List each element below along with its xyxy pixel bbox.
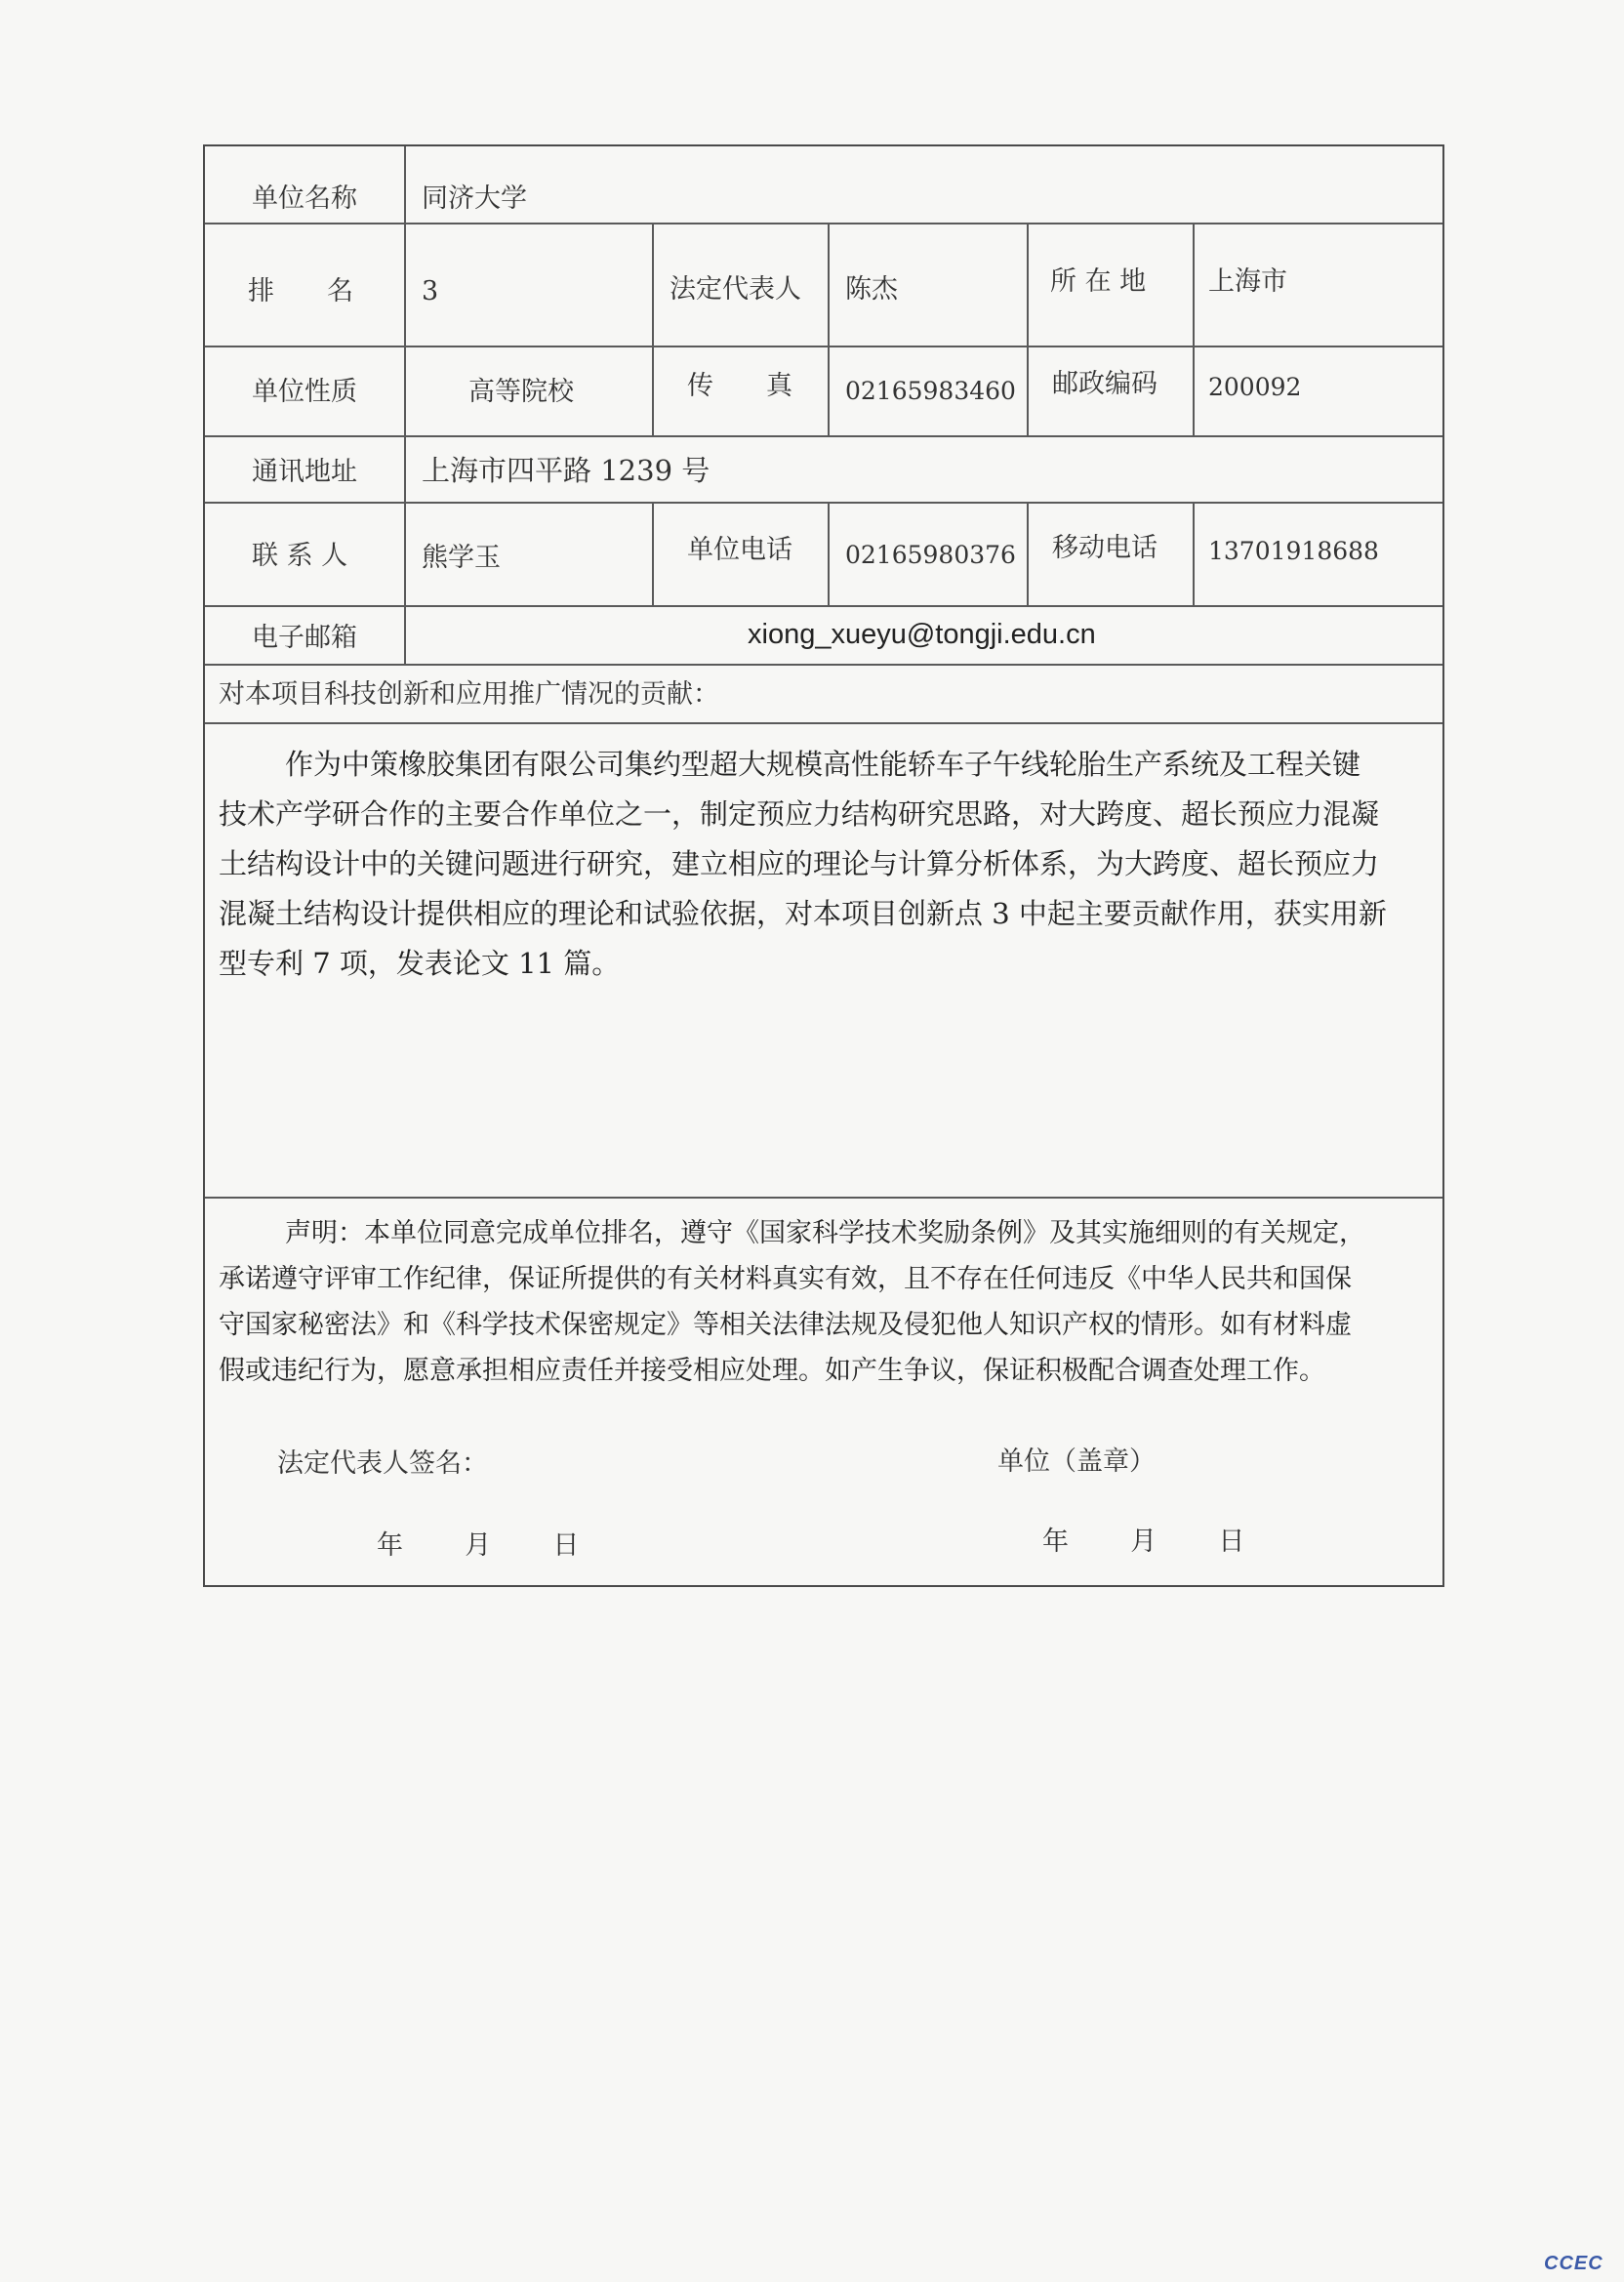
col-divider — [1193, 223, 1195, 435]
email-value: xiong_xueyu@tongji.edu.cn — [748, 619, 1096, 650]
year-label: 年 — [377, 1530, 403, 1561]
row-divider — [205, 346, 1442, 347]
statement-text — [219, 1210, 1429, 1394]
statement-line: 声明：本单位同意完成单位排名，遵守《国家科学技术奖励条例》及其实施细则的有关规定， — [285, 1218, 1365, 1248]
unit-phone-value: 02165980376 — [845, 541, 1016, 569]
month-label: 月 — [465, 1530, 492, 1561]
unit-name-label: 单位名称 — [252, 183, 357, 214]
rank-value: 3 — [422, 276, 439, 306]
month-label: 月 — [1130, 1527, 1157, 1557]
location-value: 上海市 — [1208, 266, 1287, 297]
contribution-line: 型专利 7 项，发表论文 11 篇。 — [219, 947, 621, 980]
mobile-label: 移动电话 — [1052, 533, 1157, 563]
nature-label: 单位性质 — [252, 377, 357, 407]
rank-label: 排 名 — [248, 276, 353, 306]
unit-phone-label: 单位电话 — [687, 535, 792, 565]
row-divider — [205, 605, 1442, 607]
row-divider — [205, 435, 1442, 437]
day-label: 日 — [552, 1530, 580, 1561]
year-label: 年 — [1042, 1527, 1069, 1557]
location-label: 所 在 地 — [1050, 266, 1147, 297]
fax-label: 传 真 — [687, 371, 792, 401]
contact-label: 联 系 人 — [252, 541, 348, 571]
unit-info-form — [203, 144, 1444, 1587]
day-label: 日 — [1218, 1527, 1245, 1557]
legal-rep-value: 陈杰 — [845, 274, 898, 305]
legal-rep-signature-label: 法定代表人签名： — [277, 1448, 488, 1479]
contribution-line: 作为中策橡胶集团有限公司集约型超大规模高性能轿车子午线轮胎生产系统及工程关键 — [285, 748, 1361, 781]
col-divider — [1027, 502, 1029, 605]
contribution-text — [219, 740, 1429, 989]
col-divider — [1027, 223, 1029, 435]
col-divider — [404, 146, 406, 664]
email-label: 电子邮箱 — [252, 623, 357, 653]
row-divider — [205, 223, 1442, 224]
statement-line: 守国家秘密法》和《科学技术保密规定》等相关法律法规及侵犯他人知识产权的情形。如有材料虚 — [219, 1310, 1352, 1340]
ccec-watermark: CCEC — [1544, 2253, 1604, 2274]
rep-sign-date — [377, 1532, 579, 1559]
contact-value: 熊学玉 — [422, 543, 501, 573]
col-divider — [652, 502, 654, 605]
contribution-line: 混凝土结构设计提供相应的理论和试验依据，对本项目创新点 3 中起主要贡献作用，获实用新 — [219, 897, 1387, 930]
col-divider — [828, 502, 830, 605]
row-divider — [205, 1197, 1442, 1199]
nature-value: 高等院校 — [468, 377, 574, 407]
seal-date — [1042, 1528, 1244, 1555]
address-label: 通讯地址 — [252, 457, 357, 487]
statement-line: 假或违纪行为，愿意承担相应责任并接受相应处理。如产生争议，保证积极配合调查处理工作。 — [219, 1356, 1325, 1386]
zip-value: 200092 — [1208, 373, 1302, 401]
contribution-heading: 对本项目科技创新和应用推广情况的贡献： — [219, 679, 719, 710]
legal-rep-label: 法定代表人 — [670, 274, 801, 305]
contribution-line: 土结构设计中的关键问题进行研究，建立相应的理论与计算分析体系，为大跨度、超长预应力 — [219, 847, 1380, 880]
unit-seal-label: 单位（盖章） — [997, 1447, 1156, 1477]
contribution-line: 技术产学研合作的主要合作单位之一，制定预应力结构研究思路，对大跨度、超长预应力混凝 — [219, 797, 1380, 831]
zip-label: 邮政编码 — [1052, 369, 1157, 399]
row-divider — [205, 722, 1442, 724]
col-divider — [1193, 502, 1195, 605]
col-divider — [652, 223, 654, 435]
mobile-value: 13701918688 — [1208, 537, 1379, 565]
row-divider — [205, 664, 1442, 666]
statement-line: 承诺遵守评审工作纪律，保证所提供的有关材料真实有效，且不存在任何违反《中华人民共和国保 — [219, 1264, 1352, 1294]
address-value: 上海市四平路 1239 号 — [422, 454, 710, 487]
col-divider — [828, 223, 830, 435]
fax-value: 02165983460 — [845, 377, 1016, 405]
row-divider — [205, 502, 1442, 504]
unit-name-value: 同济大学 — [422, 183, 527, 214]
